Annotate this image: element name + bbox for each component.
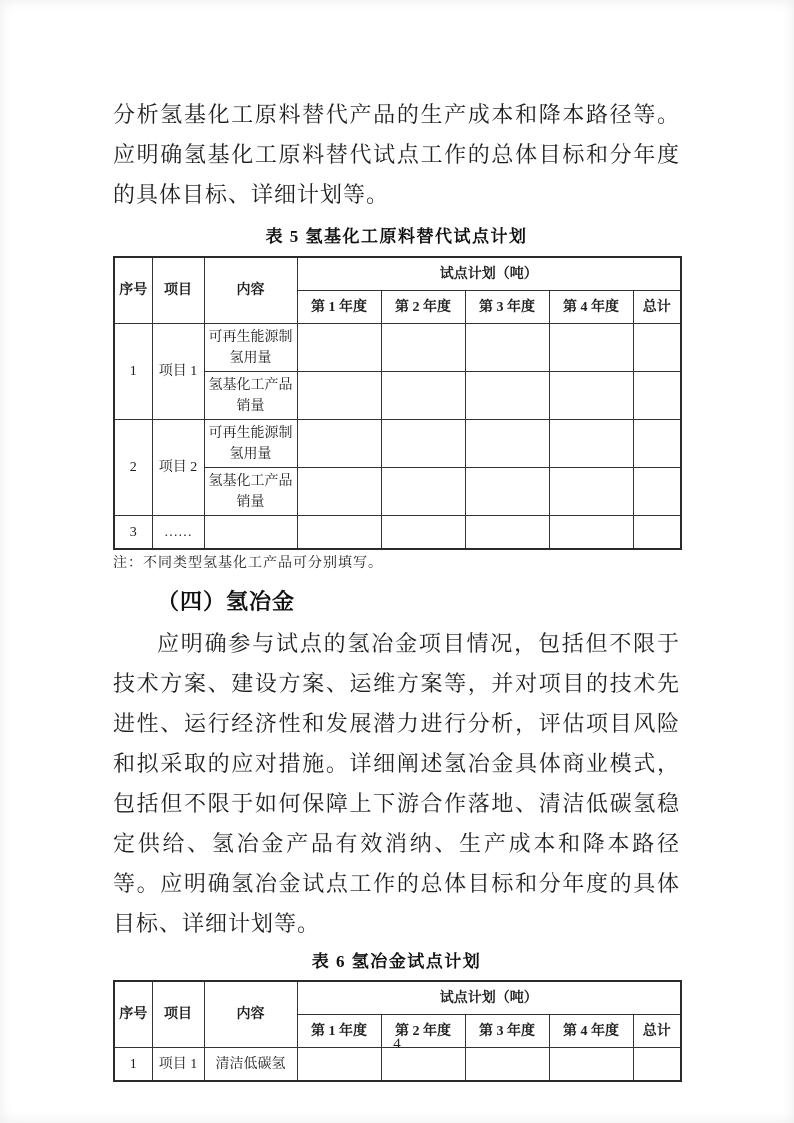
empty-cell [465,468,549,516]
table5-header-index: 序号 [114,257,152,324]
empty-cell [633,324,681,372]
table5-r1-content-a: 可再生能源制氢用量 [204,324,297,372]
table5-header-year4: 第 4 年度 [549,291,633,324]
table6-header-year2: 第 2 年度 [381,1015,465,1048]
empty-cell [297,372,381,420]
table5-r1-content-b: 氢基化工产品销量 [204,372,297,420]
table5-header-content: 内容 [204,257,297,324]
table6-header-project: 项目 [152,981,204,1048]
table5-r3-project: …… [152,516,204,550]
table5-header-year3: 第 3 年度 [465,291,549,324]
table5-header-total: 总计 [633,291,681,324]
empty-cell [381,468,465,516]
table5-r2-content-a: 可再生能源制氢用量 [204,420,297,468]
table5-header-project: 项目 [152,257,204,324]
empty-cell [633,372,681,420]
table5-note: 注：不同类型氢基化工产品可分别填写。 [113,556,383,571]
empty-cell [465,420,549,468]
table6-header-row-1 [114,981,681,1015]
table5-r3-index: 3 [114,516,152,550]
empty-cell [381,516,465,550]
table6-header-plan-group: 试点计划（吨） [297,981,681,1015]
table6-r1-content: 清洁低碳氢 [204,1048,297,1082]
empty-cell [204,516,297,550]
table6-header-content: 内容 [204,981,297,1048]
table5-r1-index: 1 [114,324,152,420]
section-heading: （四）氢冶金 [157,589,296,614]
empty-cell [465,516,549,550]
table6-header-total: 总计 [633,1015,681,1048]
table5-r2-content-b: 氢基化工产品销量 [204,468,297,516]
table5-r2-project: 项目 2 [152,420,204,516]
table5-title: 表 5 氢基化工原料替代试点计划 [265,227,528,246]
page-number: 4 [393,1036,401,1052]
table6-header-year4: 第 4 年度 [549,1015,633,1048]
table-row [114,420,681,468]
table5-header-year2: 第 2 年度 [381,291,465,324]
empty-cell [549,468,633,516]
empty-cell [465,324,549,372]
empty-cell [549,516,633,550]
table6-r1-project: 项目 1 [152,1048,204,1082]
table5-r1-project: 项目 1 [152,324,204,420]
empty-cell [381,420,465,468]
empty-cell [297,468,381,516]
table5-r2-index: 2 [114,420,152,516]
empty-cell [549,420,633,468]
table-row [114,324,681,372]
paragraph-section4: 应明确参与试点的氢冶金项目情况，包括但不限于技术方案、建设方案、运维方案等，并对项目的技术先进性、运行经济性和发展潜力进行分析，评估项目风险和拟采取的应对措施。详细阐述氢冶金具体商业模式，包括但不限于如何保障上下游合作落地、清洁低碳氢稳定供给、氢冶金产品有效消纳、生产成本和降本路径等。应明确氢冶金试点工作的总体目标和分年度的具体目标、详细计划等。 [113,631,680,936]
paragraph-continuation: 分析氢基化工原料替代产品的生产成本和降本路径等。应明确氢基化工原料替代试点工作的总体目标和分年度的具体目标、详细计划等。 [113,102,680,207]
table6-header-year3: 第 3 年度 [465,1015,549,1048]
empty-cell [381,372,465,420]
empty-cell [297,324,381,372]
empty-cell [549,324,633,372]
table6-header-year1: 第 1 年度 [297,1015,381,1048]
table6 [113,980,682,1082]
table5 [113,256,682,550]
empty-cell [633,468,681,516]
table5-header-row-1 [114,257,681,291]
empty-cell [549,372,633,420]
empty-cell [297,516,381,550]
table6-header-index: 序号 [114,981,152,1048]
table5-header-year1: 第 1 年度 [297,291,381,324]
table-row [114,516,681,550]
empty-cell [633,516,681,550]
empty-cell [465,372,549,420]
empty-cell [297,420,381,468]
table5-header-plan-group: 试点计划（吨） [297,257,681,291]
table6-r1-index: 1 [114,1048,152,1082]
empty-cell [381,324,465,372]
empty-cell [633,420,681,468]
table6-title: 表 6 氢冶金试点计划 [311,952,482,971]
page-content [113,0,680,1082]
